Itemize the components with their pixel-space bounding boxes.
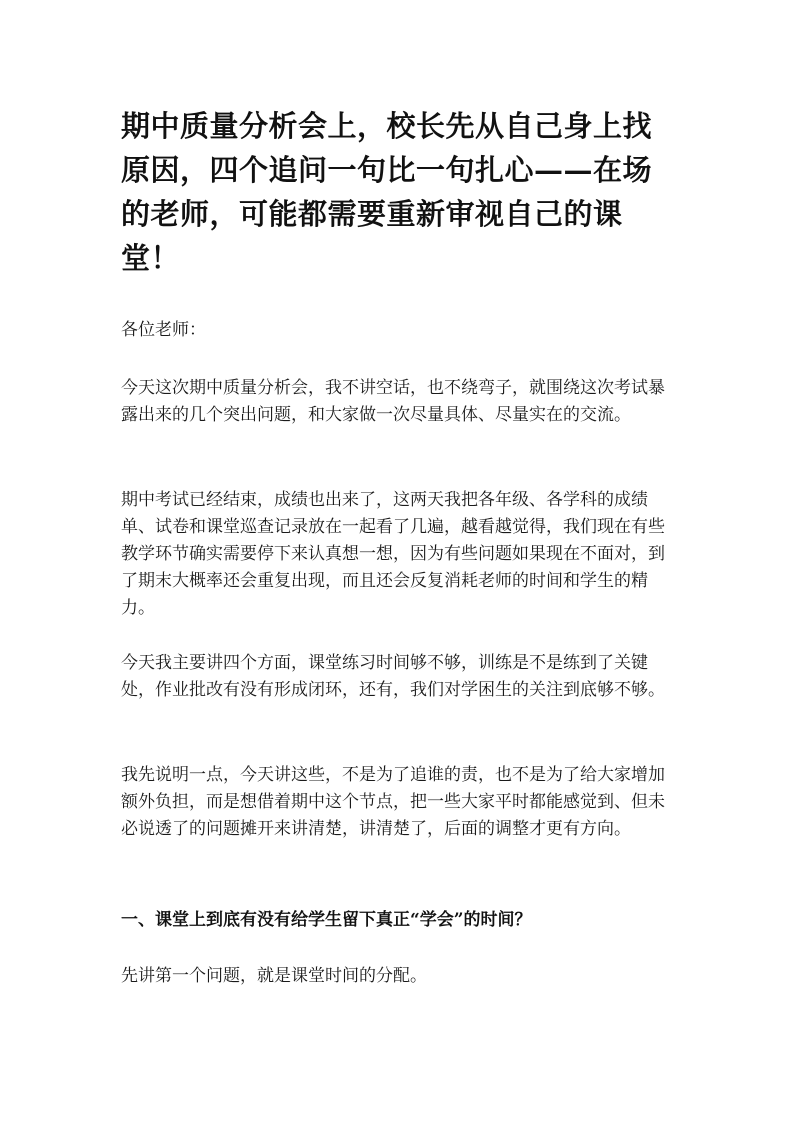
- paragraph-clarification: 我先说明一点，今天讲这些，不是为了追谁的责，也不是为了给大家增加额外负担，而是想借着期中这个节点，把一些大家平时都能感觉到、但未必说透了的问题摊开来讲清楚，讲清楚了，后面的调整才更有方向。: [121, 765, 665, 839]
- section-heading-1: 一、课堂上到底有没有给学生留下真正“学会”的时间？: [121, 910, 532, 930]
- paragraph-background: 期中考试已经结束，成绩也出来了，这两天我把各年级、各学科的成绩单、试卷和课堂巡查记录放在一起看了几遍，越看越觉得，我们现在有些教学环节确实需要停下来认真想一想，因为有些问题如果现在不面对，到了期末大概率还会重复出现，而且还会反复消耗老师的时间和学生的精力。: [121, 490, 665, 618]
- section-1-intro: 先讲第一个问题，就是课堂时间的分配。: [121, 966, 427, 986]
- paragraph-four-aspects: 今天我主要讲四个方面，课堂练习时间够不够，训练是不是练到了关键处，作业批改有没有形成闭环，还有，我们对学困生的关注到底够不够。: [121, 653, 665, 700]
- paragraph-intro: 今天这次期中质量分析会，我不讲空话，也不绕弯子，就围绕这次考试暴露出来的几个突出问题，和大家做一次尽量具体、尽量实在的交流。: [121, 378, 665, 425]
- salutation: 各位老师：: [121, 320, 206, 340]
- article-title: 期中质量分析会上，校长先从自己身上找原因，四个追问一句比一句扎心——在场的老师，可能都需要重新审视自己的课堂！: [121, 109, 653, 275]
